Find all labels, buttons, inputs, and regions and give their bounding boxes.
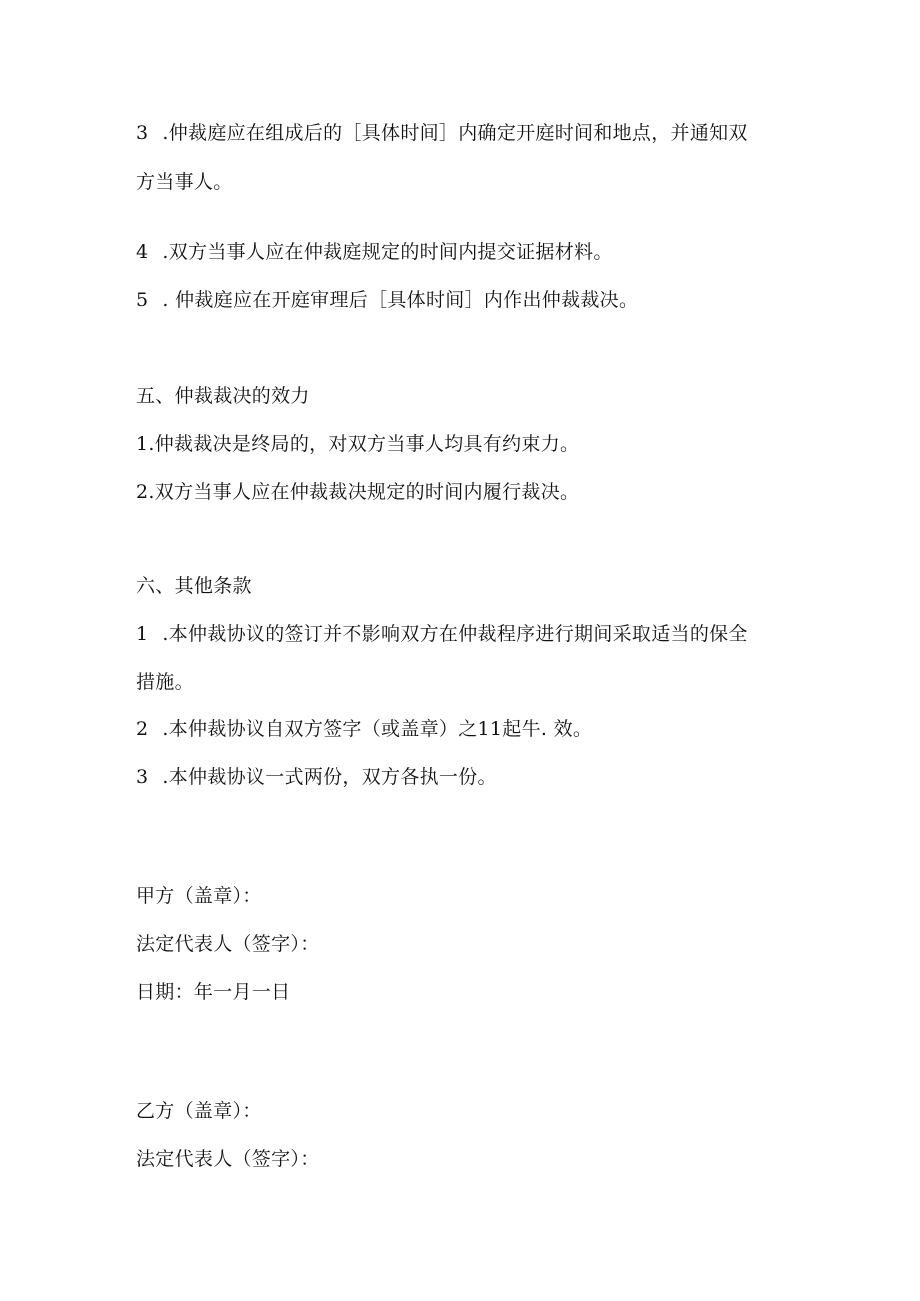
clause-4-3-line-1 [136, 121, 786, 145]
clause-6-3 [136, 765, 786, 789]
clause-4-5 [136, 288, 786, 312]
clause-6-1-line-1 [136, 622, 786, 646]
clause-text: . 仲裁庭应在开庭审理后［具体时间］内作出仲裁裁决。 [162, 289, 639, 311]
clause-text: .本仲裁协议自双方签字（或盖章）之11起牛. 效。 [162, 718, 593, 740]
clause-5-2: 2.双方当事人应在仲裁裁决规定的时间内履行裁决。 [136, 481, 580, 503]
clause-text: 措施。 [136, 671, 194, 693]
clause-number: 5 [136, 289, 149, 311]
clause-text: .本仲裁协议一式两份，双方各执一份。 [162, 766, 497, 788]
clause-4-3-line-2 [136, 170, 786, 194]
party-b-seal: 乙方（盖章）： [136, 1100, 262, 1122]
clause-number: 3 [136, 766, 149, 788]
party-a-representative: 法定代表人（签字）： [136, 933, 320, 955]
section-5-heading: 五、仲裁裁决的效力 [136, 385, 310, 407]
clause-5-1: 1.仲裁裁决是终局的，对双方当事人均具有约束力。 [136, 433, 580, 455]
clause-text: .双方当事人应在仲裁庭规定的时间内提交证据材料。 [162, 241, 613, 263]
party-a-seal: 甲方（盖章）： [136, 885, 262, 907]
clause-text: .仲裁庭应在组成后的［具体时间］内确定开庭时间和地点，并通知双 [162, 122, 748, 144]
clause-number: 1 [136, 623, 149, 645]
clause-number: 2 [136, 718, 149, 740]
section-6-heading: 六、其他条款 [136, 575, 252, 597]
clause-number: 4 [136, 241, 149, 263]
clause-number: 3 [136, 122, 149, 144]
party-b-representative: 法定代表人（签字）： [136, 1148, 320, 1170]
clause-text: .本仲裁协议的签订并不影响双方在仲裁程序进行期间采取适当的保全 [162, 623, 748, 645]
clause-text: 方当事人。 [136, 171, 233, 193]
clause-6-2 [136, 717, 786, 741]
party-a-date: 日期：年一月一日 [136, 981, 291, 1003]
clause-6-1-line-2 [136, 670, 786, 694]
clause-4-4 [136, 240, 786, 264]
